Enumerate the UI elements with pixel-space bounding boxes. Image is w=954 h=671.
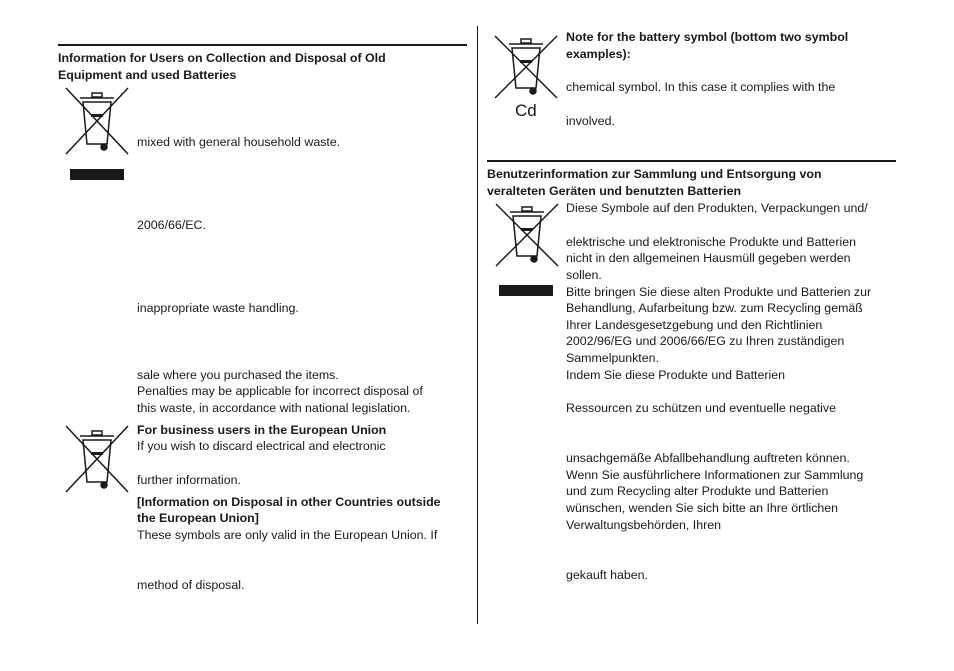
german-line: Diese Symbole auf den Produkten, Verpackungen und/ — [566, 201, 868, 215]
crossed-out-wheelie-bin-icon — [493, 34, 559, 102]
column-divider — [477, 26, 478, 624]
german-line: Ressourcen zu schützen und eventuelle negative — [566, 401, 837, 415]
cd-chemical-symbol: Cd — [515, 101, 537, 120]
german-line: unsachgemäße Abfallbehandlung auftreten können. — [566, 451, 850, 465]
business-heading: For business users in the European Union — [137, 423, 387, 437]
left-line-3: inappropriate waste handling. — [137, 301, 299, 315]
bin-underline-bar — [70, 169, 124, 180]
german-section-rule — [487, 160, 896, 162]
crossed-out-wheelie-bin-icon — [64, 424, 130, 496]
german-line: 2002/96/EG und 2006/66/EG zu Ihren zuständigen — [566, 334, 845, 348]
left-heading-line-1: Information for Users on Collection and Disposal of Old — [58, 51, 386, 65]
left-line-6: this waste, in accordance with national legislation. — [137, 401, 411, 415]
left-section-rule — [58, 44, 467, 46]
german-line: Wenn Sie ausführlichere Informationen zur Sammlung — [566, 468, 864, 482]
battery-note-heading-line-2: examples): — [566, 47, 631, 61]
german-line: wünschen, wenden Sie sich bitte an Ihre örtlichen — [566, 501, 839, 515]
other-line-2: method of disposal. — [137, 578, 245, 592]
other-heading-line-2: the European Union] — [137, 511, 259, 525]
german-line: gekauft haben. — [566, 568, 648, 582]
crossed-out-wheelie-bin-icon — [494, 202, 560, 270]
crossed-out-wheelie-bin-icon — [64, 86, 130, 158]
business-line-2: further information. — [137, 473, 241, 487]
left-line-2: 2006/66/EC. — [137, 218, 206, 232]
battery-note-line-2: involved. — [566, 114, 615, 128]
battery-note-line-1: chemical symbol. In this case it complies with the — [566, 80, 836, 94]
business-line-1: If you wish to discard electrical and electronic — [137, 439, 386, 453]
german-line: Behandlung, Aufarbeitung bzw. zum Recycling gemäß — [566, 301, 863, 315]
german-line: Indem Sie diese Produkte und Batterien — [566, 368, 786, 382]
left-heading-line-2: Equipment and used Batteries — [58, 68, 237, 82]
german-line: und zum Recycling alter Produkte und Batterien — [566, 484, 829, 498]
german-line: Ihrer Landesgesetzgebung und den Richtlinien — [566, 318, 823, 332]
german-line: sollen. — [566, 268, 602, 282]
battery-note-heading-line-1: Note for the battery symbol (bottom two symbol — [566, 30, 849, 44]
left-line-5: Penalties may be applicable for incorrect disposal of — [137, 384, 423, 398]
german-line: Bitte bringen Sie diese alten Produkte und Batterien zur — [566, 285, 872, 299]
bin-underline-bar — [499, 285, 553, 296]
other-line-1: These symbols are only valid in the European Union. If — [137, 528, 438, 542]
german-line: Verwaltungsbehörden, Ihren — [566, 518, 721, 532]
german-line: nicht in den allgemeinen Hausmüll gegeben werden — [566, 251, 851, 265]
left-line-4: sale where you purchased the items. — [137, 368, 339, 382]
left-line-1: mixed with general household waste. — [137, 135, 341, 149]
german-line: Sammelpunkten. — [566, 351, 659, 365]
german-heading-line-1: Benutzerinformation zur Sammlung und Entsorgung von — [487, 167, 822, 181]
german-line: elektrische und elektronische Produkte und Batterien — [566, 235, 856, 249]
german-heading-line-2: veralteten Geräten und benutzten Batterien — [487, 184, 742, 198]
other-heading-line-1: [Information on Disposal in other Countries outside — [137, 495, 441, 509]
